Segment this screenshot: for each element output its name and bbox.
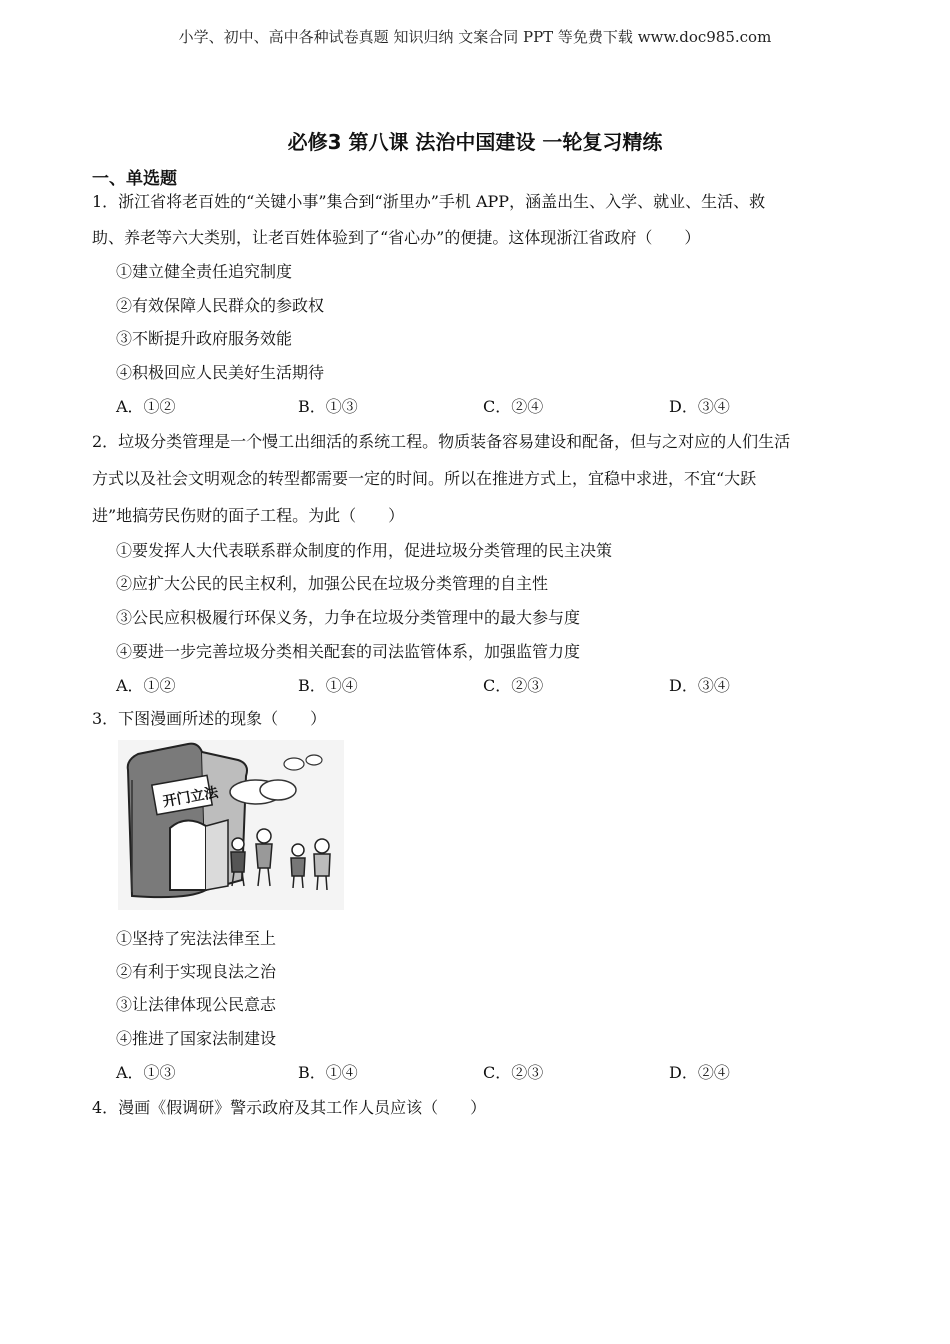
question-2-statement-4: ④要进一步完善垃圾分类相关配套的司法监管体系，加强监管力度	[116, 642, 581, 661]
question-1-statement-1: ①建立健全责任追究制度	[116, 262, 293, 281]
page-header: 小学、初中、高中各种试卷真题 知识归纳 文案合同 PPT 等免费下载 www.doc985.com	[178, 28, 772, 46]
question-1-choices	[116, 394, 816, 418]
choice-c[interactable]: C．②④	[483, 397, 544, 416]
question-3-statement-1: ①坚持了宪法法律至上	[116, 929, 277, 948]
question-3-choices	[116, 1060, 816, 1084]
question-1-statement-3: ③不断提升政府服务效能	[116, 329, 293, 348]
question-2-statement-3: ③公民应积极履行环保义务，力争在垃圾分类管理中的最大参与度	[116, 608, 581, 627]
choice-c[interactable]: C．②③	[483, 1063, 544, 1082]
comic-open-door-legislation	[118, 740, 344, 910]
choice-b[interactable]: B．①④	[298, 676, 358, 695]
choice-b[interactable]: B．①③	[298, 397, 358, 416]
question-2-line-2: 方式以及社会文明观念的转型都需要一定的时间。所以在推进方式上，宜稳中求进，不宜“大跃	[92, 469, 757, 488]
question-2-statement-1: ①要发挥人大代表联系群众制度的作用，促进垃圾分类管理的民主决策	[116, 541, 613, 560]
choice-a[interactable]: A．①②	[116, 676, 176, 695]
choice-c[interactable]: C．②③	[483, 676, 544, 695]
question-2-line-3: 进”地搞劳民伤财的面子工程。为此（ ）	[92, 506, 405, 525]
choice-a[interactable]: A．①②	[116, 397, 176, 416]
question-1-statement-2: ②有效保障人民群众的参政权	[116, 296, 325, 315]
question-2-statement-2: ②应扩大公民的民主权利，加强公民在垃圾分类管理的自主性	[116, 574, 549, 593]
question-1-line-1: 1．浙江省将老百姓的“关键小事”集合到“浙里办”手机 APP，涵盖出生、入学、就业、生活、救	[92, 192, 766, 211]
question-3-line-1: 3．下图漫画所述的现象（ ）	[92, 709, 327, 728]
question-4-line-1: 4．漫画《假调研》警示政府及其工作人员应该（ ）	[92, 1098, 487, 1117]
question-3-statement-4: ④推进了国家法制建设	[116, 1029, 277, 1048]
question-2-choices	[116, 673, 816, 697]
choice-d[interactable]: D．②④	[669, 1063, 730, 1082]
choice-b[interactable]: B．①④	[298, 1063, 358, 1082]
question-3-statement-2: ②有利于实现良法之治	[116, 962, 277, 981]
section-heading: 一、单选题	[92, 169, 177, 189]
question-3-statement-3: ③让法律体现公民意志	[116, 995, 277, 1014]
comic-label: 开门立法	[161, 784, 220, 811]
question-1-line-2: 助、养老等六大类别，让老百姓体验到了“省心办”的便捷。这体现浙江省政府（ ）	[92, 228, 701, 247]
choice-d[interactable]: D．③④	[669, 676, 730, 695]
page-title: 必修3 第八课 法治中国建设 一轮复习精练	[287, 130, 663, 154]
question-2-line-1: 2．垃圾分类管理是一个慢工出细活的系统工程。物质装备容易建设和配备，但与之对应的人们生活	[92, 432, 791, 451]
choice-a[interactable]: A．①③	[116, 1063, 176, 1082]
question-1-statement-4: ④积极回应人民美好生活期待	[116, 363, 325, 382]
choice-d[interactable]: D．③④	[669, 397, 730, 416]
